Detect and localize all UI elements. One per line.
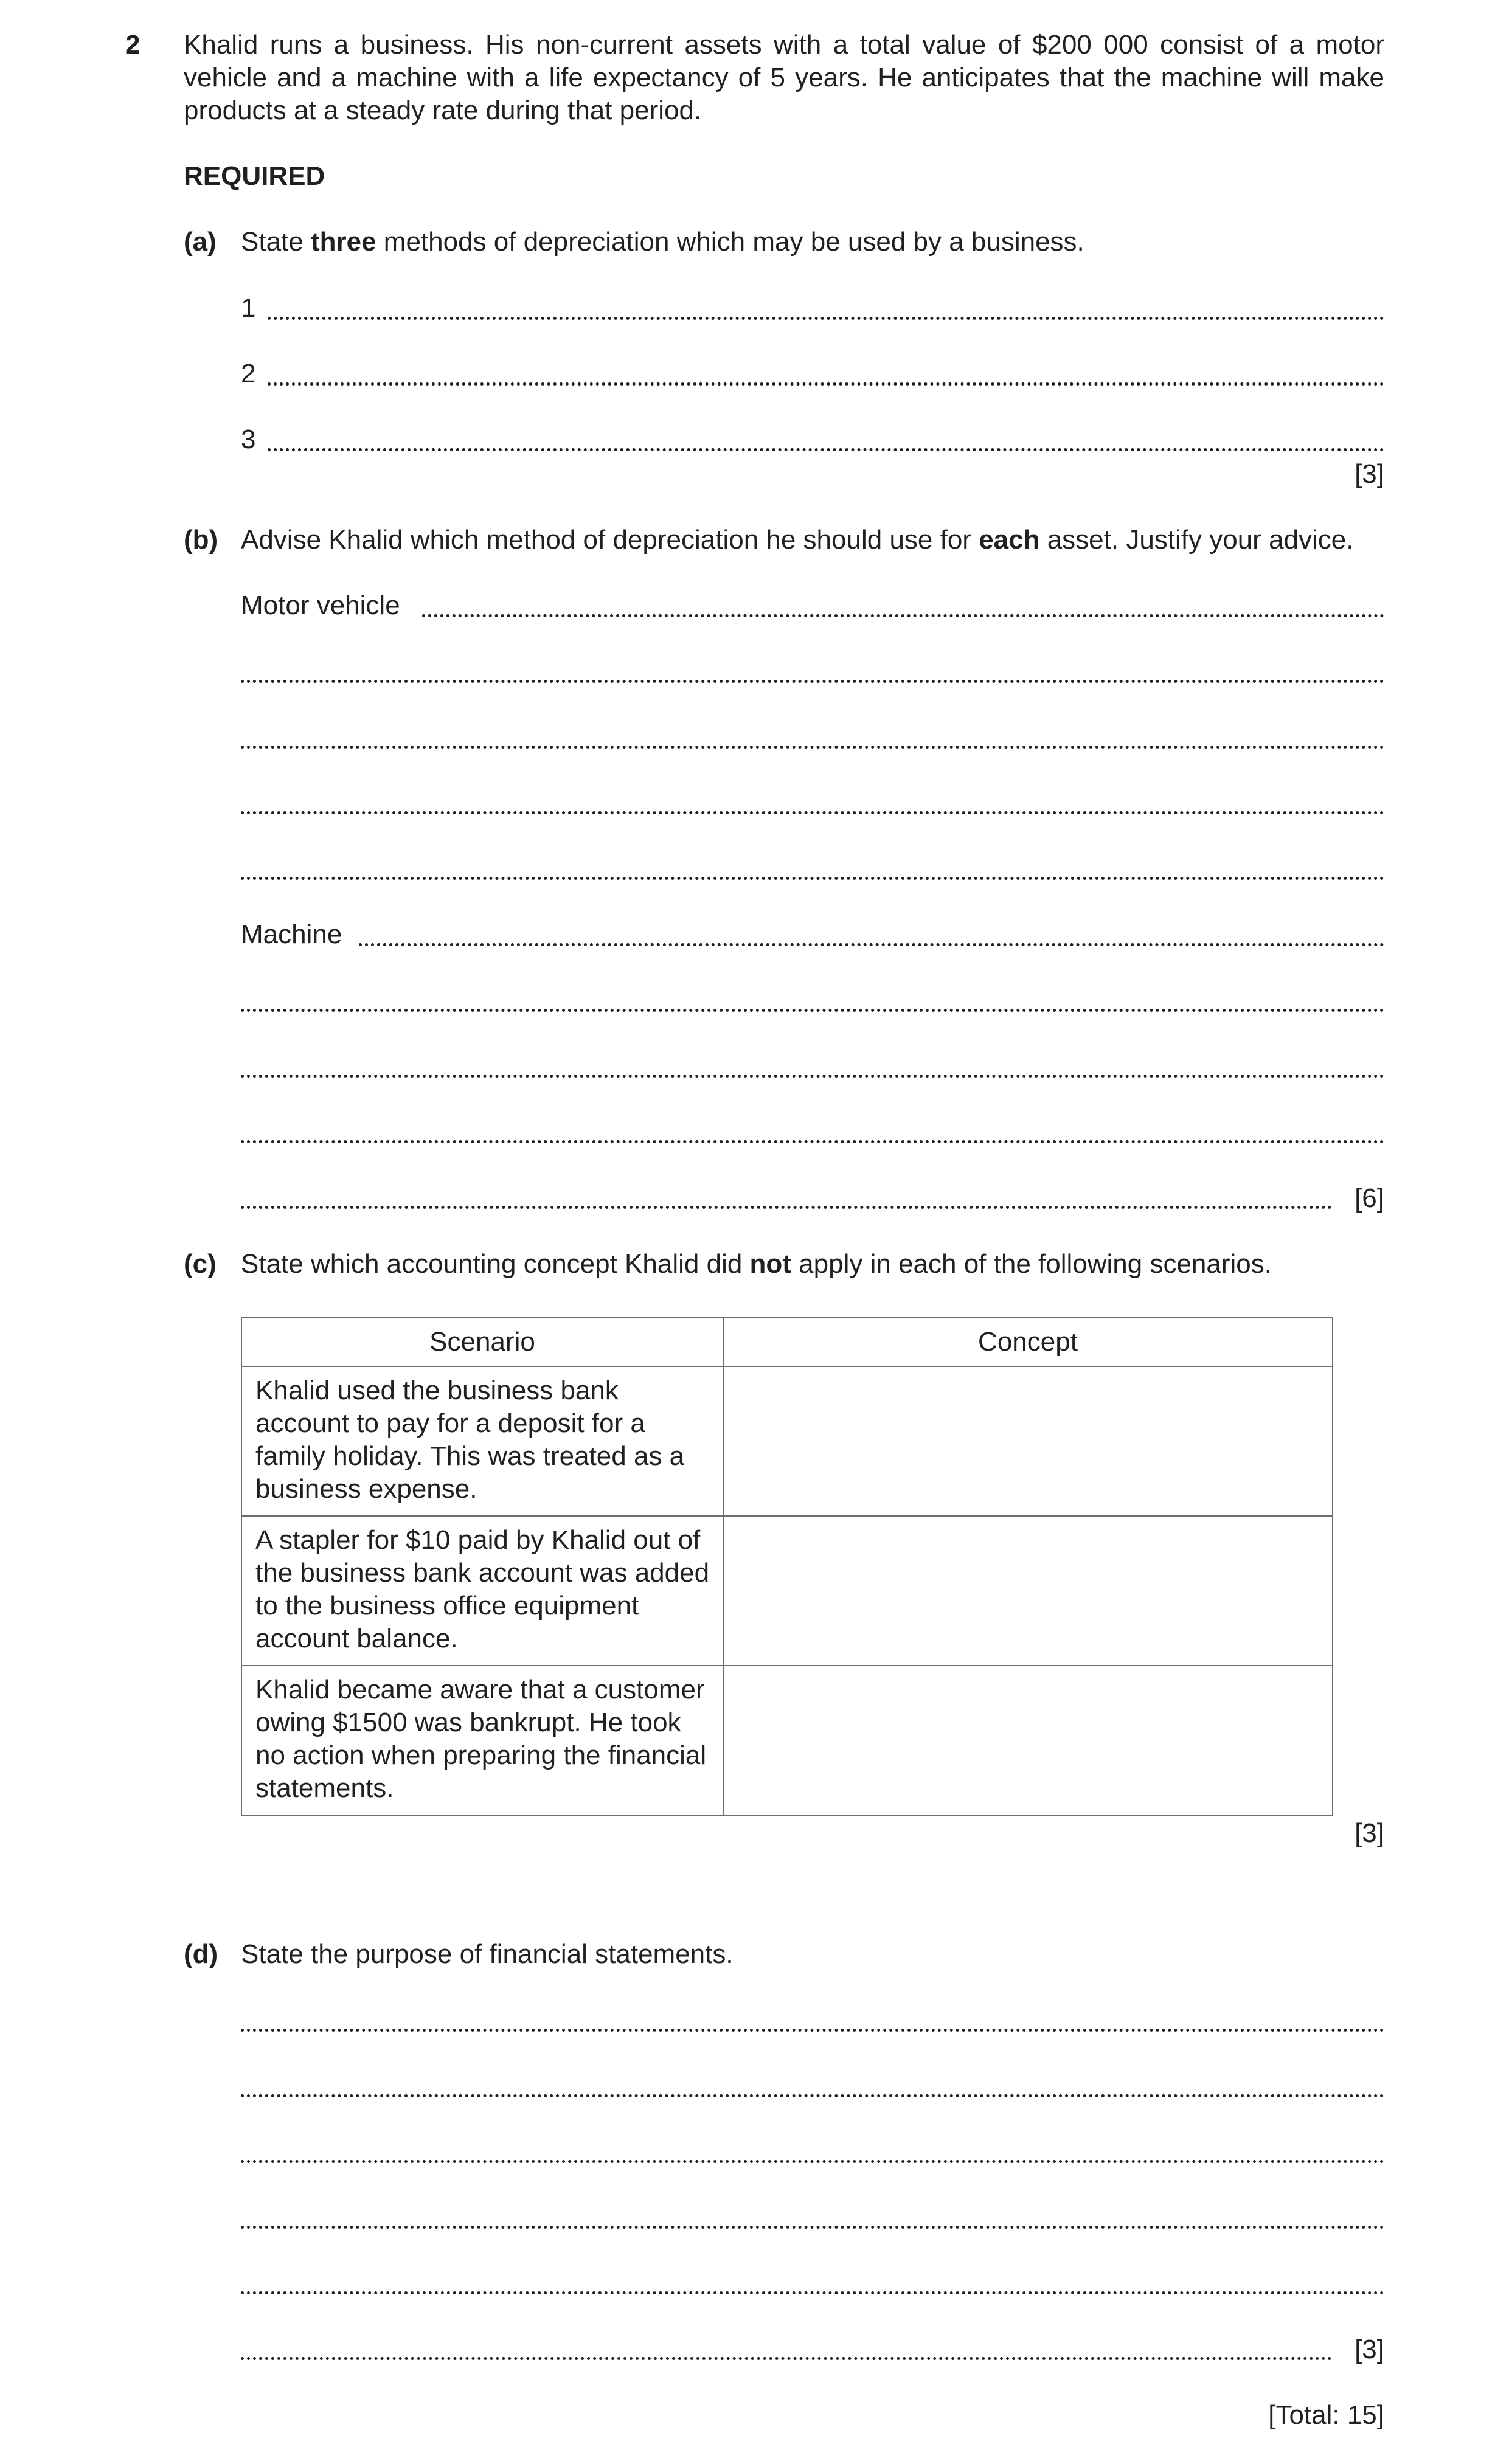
table-row — [241, 1516, 1333, 1666]
part-b-label: (b) — [184, 525, 218, 555]
answer-line[interactable] — [241, 1140, 1384, 1143]
part-a-label: (a) — [184, 227, 217, 257]
part-b-marks: [6] — [1355, 1183, 1384, 1213]
total-marks: [Total: 15] — [1268, 2400, 1384, 2430]
answer-line[interactable] — [241, 2094, 1384, 2097]
part-c-marks: [3] — [1355, 1818, 1384, 1848]
part-d-prompt: State the purpose of financial statements. — [241, 1939, 734, 1969]
table-header-row — [241, 1318, 1333, 1366]
table-row — [241, 1366, 1333, 1516]
machine-label: Machine — [241, 919, 342, 949]
concept-answer-cell[interactable] — [723, 1516, 1333, 1666]
answer-line[interactable] — [359, 943, 1384, 946]
question-number: 2 — [125, 30, 140, 60]
concept-answer-cell[interactable] — [723, 1666, 1333, 1815]
answer-line[interactable] — [241, 746, 1384, 749]
scenario-cell: Khalid became aware that a customer owing $1500 was bankrupt. He took no action when preparing the financial statements. — [241, 1666, 723, 1815]
answer-line[interactable] — [268, 448, 1384, 451]
answer-line[interactable] — [241, 2160, 1384, 2163]
table-row — [241, 1666, 1333, 1815]
answer-line[interactable] — [241, 2226, 1384, 2229]
answer-line-number: 2 — [241, 359, 256, 389]
answer-line[interactable] — [241, 877, 1384, 880]
answer-line[interactable] — [241, 2029, 1384, 2032]
part-c-label: (c) — [184, 1249, 217, 1279]
concept-answer-cell[interactable] — [723, 1366, 1333, 1516]
answer-line[interactable] — [241, 2357, 1332, 2360]
question-stem: Khalid runs a business. His non-current assets with a total value of $200 000 consist of a motor vehicle and a machine with a life expectancy of 5 years. He anticipates that the machine will make products at a steady rate during that period. — [184, 30, 1384, 125]
answer-line-number: 1 — [241, 293, 256, 323]
scenario-table — [241, 1317, 1333, 1816]
required-heading: REQUIRED — [184, 161, 325, 191]
answer-line[interactable] — [241, 2291, 1384, 2294]
part-d-marks: [3] — [1355, 2334, 1384, 2364]
concept-column-header: Concept — [723, 1318, 1333, 1366]
part-b-prompt: Advise Khalid which method of depreciation he should use for each asset. Justify your advice. — [241, 525, 1354, 555]
scenario-column-header: Scenario — [241, 1318, 723, 1366]
answer-line[interactable] — [241, 1206, 1332, 1209]
part-a-prompt: State three methods of depreciation which may be used by a business. — [241, 227, 1084, 257]
part-a-marks: [3] — [1355, 459, 1384, 489]
answer-line[interactable] — [268, 317, 1384, 320]
motor-vehicle-label: Motor vehicle — [241, 590, 400, 620]
answer-line[interactable] — [241, 1075, 1384, 1078]
answer-line[interactable] — [241, 811, 1384, 814]
part-c-prompt: State which accounting concept Khalid did not apply in each of the following scenarios. — [241, 1249, 1272, 1279]
answer-line-number: 3 — [241, 424, 256, 454]
part-d-label: (d) — [184, 1939, 218, 1969]
answer-line[interactable] — [268, 382, 1384, 386]
answer-line[interactable] — [241, 680, 1384, 683]
answer-line[interactable] — [241, 1009, 1384, 1012]
answer-line[interactable] — [422, 614, 1384, 617]
scenario-cell: Khalid used the business bank account to pay for a deposit for a family holiday. This was treated as a business expense. — [241, 1366, 723, 1516]
scenario-cell: A stapler for $10 paid by Khalid out of the business bank account was added to the business office equipment account balance. — [241, 1516, 723, 1666]
